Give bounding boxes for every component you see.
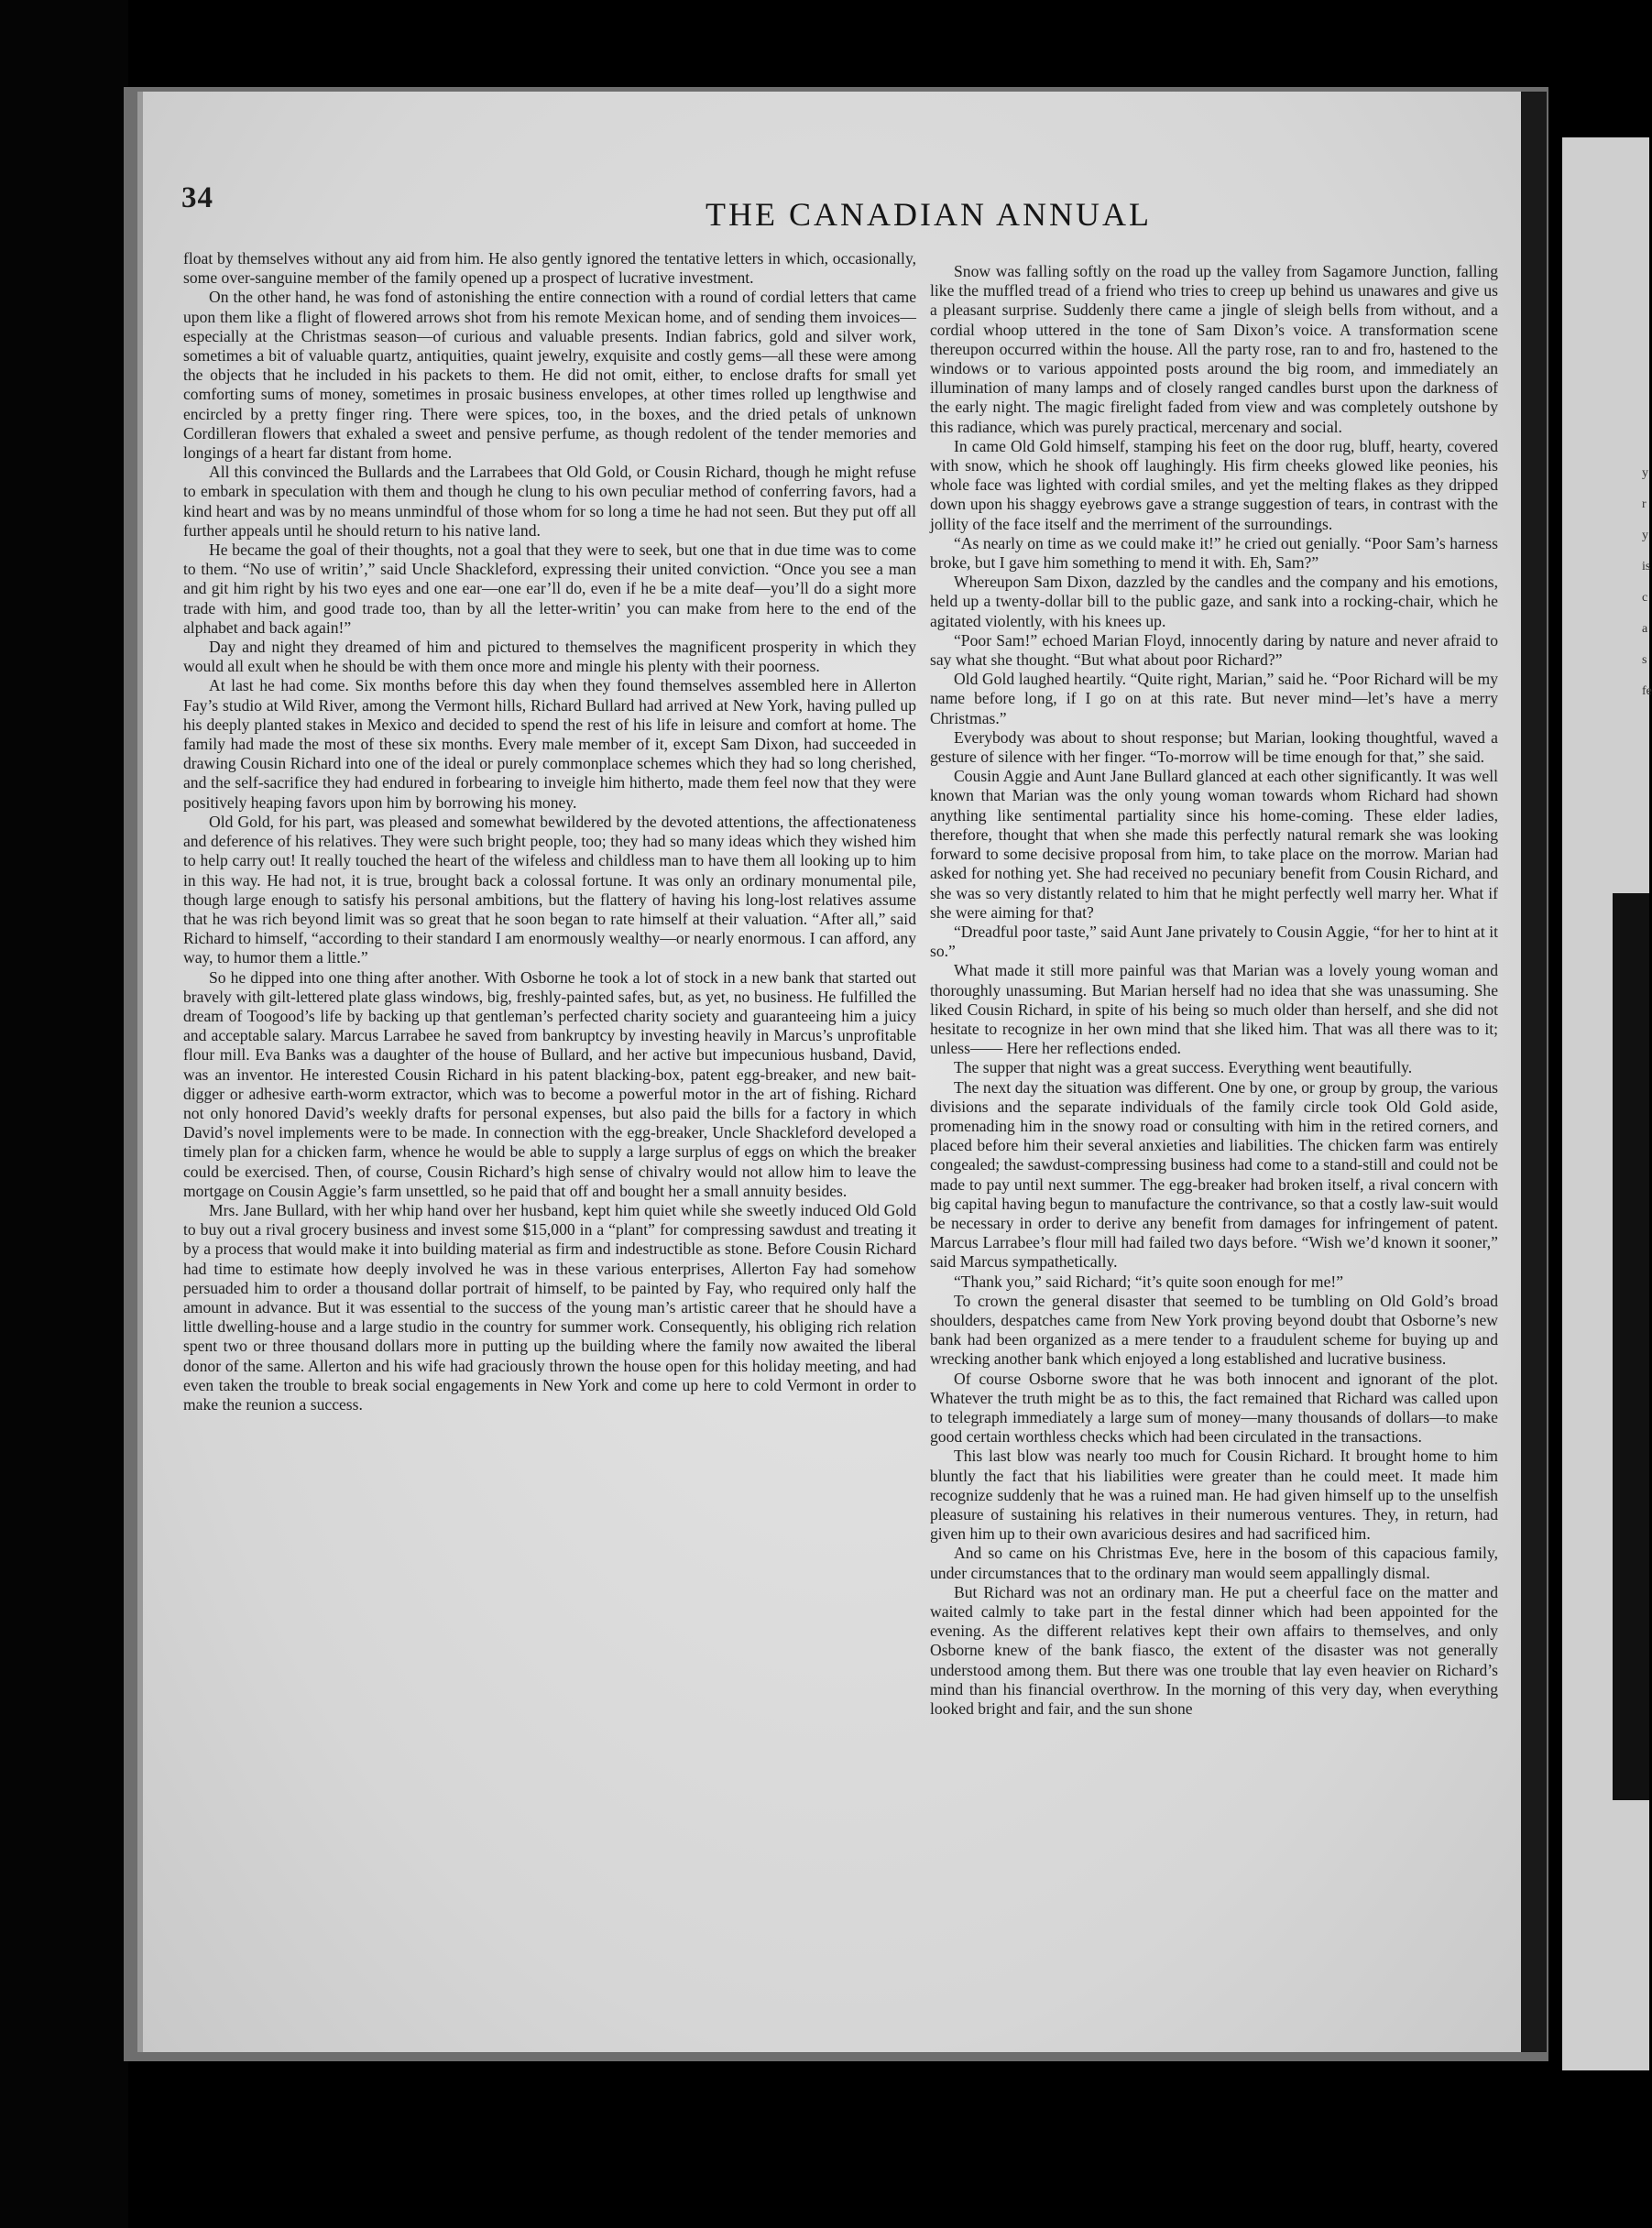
paragraph: This last blow was nearly too much for Cousin Richard. It brought home to him bluntly the fact that his liabilities were greater than he could meet. It made him recognize suddenly that he was a ruined man. He had given himself up to the unselfish pleasure of sustaining his relatives in their numerous ventures. They, in return, had given him up to their own avaricious desires and had sacrificed him. <box>930 1447 1498 1544</box>
paragraph: Old Gold, for his part, was pleased and somewhat bewildered by the devoted attentions, the affectionateness and deference of his relatives. They were such bright people, too; they had so many ideas which they wished him to help carry out! It really touched the heart of the wifeless and childless man to have them all looking up to him in this way. He had not, it is true, brought back a colossal fortune. It was only an ordinary monumental pile, though large enough to satisfy his personal ambitions, but the flattery of having his long-lost relatives assume that he was rich beyond limit was so great that he soon began to rate himself at their valuation. “After all,” said Richard to himself, “according to their standard I am enormously wealthy—or nearly enormous. I can afford, any way, to humor them a little.” <box>183 812 916 967</box>
paragraph: “Thank you,” said Richard; “it’s quite soon enough for me!” <box>954 1272 1344 1291</box>
adjacent-glyph: is <box>1642 560 1651 573</box>
paragraph: And so came on his Christmas Eve, here in the bosom of this capacious family, under circumstances that to the ordinary man would seem appallingly dismal. <box>930 1544 1498 1582</box>
adjacent-glyph: r <box>1642 497 1647 511</box>
adjacent-glyph: y <box>1642 529 1648 542</box>
paragraph: The next day the situation was different. One by one, or group by group, the various divisions and the separate individuals of the family circle took Old Gold aside, promenading him in the snowy road or consulting with him in the retired corners, and placed before him their several anxieties and liabilities. The chicken farm was entirely congealed; the sawdust-compressing business had come to a stand-still and could not be made to pay until next summer. The egg-breaker had broken itself, a rival concern with big capital having begun to manufacture the contrivance, so that a costly law-suit would be necessary in order to derive any benefit from damages for infringement of patent. Marcus Larrabee’s flour mill had failed two days before. “Wish we’d known it sooner,” said Marcus sympathetically. <box>930 1077 1498 1272</box>
paragraph: Whereupon Sam Dixon, dazzled by the candles and the company and his emotions, held up a twenty-dollar bill to the public gaze, and sank into a rocking-chair, which he agitated violently, with his knees up. <box>930 573 1498 630</box>
book-gutter <box>1521 92 1547 2052</box>
paragraph: Everybody was about to shout response; but Marian, looking thoughtful, waved a gesture of silence with her finger. “To-morrow will be time enough for that,” she said. <box>930 727 1498 767</box>
adjacent-page-text <box>1642 458 1652 707</box>
adjacent-glyph: s <box>1642 653 1647 667</box>
paragraph: Of course Osborne swore that he was both innocent and ignorant of the plot. Whatever the truth might be as to this, the fact remained that Richard was called upon to telegraph immediately a large sum of money—many thousands of dollars—to make good certain worthless checks which had been circulated in the transactions. <box>930 1369 1498 1447</box>
scan-background-left <box>0 0 128 2228</box>
paragraph: To crown the general disaster that seemed to be tumbling on Old Gold’s broad shoulders, despatches came from New York proving beyond doubt that Osborne’s new bank had been organized as a mere tender to a fraudulent scheme for buying up and wrecking another bank which enjoyed a long established and lucrative business. <box>930 1291 1498 1369</box>
left-column <box>183 249 916 1414</box>
paragraph: The supper that night was a great success. Everything went beautifully. <box>954 1058 1413 1077</box>
paragraph: He became the goal of their thoughts, not a goal that they were to seek, but one that in due time was to come to them. “No use of writin’,” said Uncle Shackleford, expressing their united conviction. “Once you see a man and git him right by his two eyes and one ear—one ear’ll do, even if he be a mite deaf—you’ll do a sight more trade with him, and good trade too, than by all the letter-writin’ you can make from here to the end of the alphabet and back again!” <box>183 541 916 637</box>
adjacent-page-shadow <box>1613 893 1649 1800</box>
page-binding-edge <box>137 92 143 2052</box>
paragraph: Day and night they dreamed of him and pictured to themselves the magnificent prosperity in which they would all exult when he should be with them once more and mingle his plenty with their poorness. <box>183 638 916 676</box>
adjacent-glyph: c <box>1642 591 1648 605</box>
paragraph: All this convinced the Bullards and the Larrabees that Old Gold, or Cousin Richard, though he might refuse to embark in speculation with them and though he clung to his own peculiar method of conferring favors, had a kind heart and was by no means unmindful of those whom for so long a time he had not seen. But they put off all further appeals until he should return to his native land. <box>183 463 916 540</box>
adjacent-glyph: a <box>1642 622 1648 636</box>
paragraph: float by themselves without any aid from him. He also gently ignored the tentative letters in which, occasionally, some over-sanguine member of the family opened up a prospect of lucrative investment. <box>183 249 916 288</box>
paragraph: In came Old Gold himself, stamping his feet on the door rug, bluff, hearty, covered with snow, which he shook off laughingly. His firm cheeks glowed like peonies, his whole face was lighted with cordial smiles, and yet the melting flakes as they dripped down upon his shaggy eyebrows gave a strange suggestion of tears, in contrast with the jollity of the face itself and the merriment of the surroundings. <box>930 436 1498 533</box>
paragraph: On the other hand, he was fond of astonishing the entire connection with a round of cordial letters that came upon them like a flight of flowered arrows shot from his remote Mexican home, and of sending them invoices—especially at the Christmas season—of curious and valuable presents. Indian fabrics, gold and silver work, sometimes a bit of valuable quartz, antiquities, quaint jewelry, exquisite and costly gems—all these were among the objects that he included in his packets to them. He did not omit, either, to enclose drafts for small yet comforting sums of money, sometimes in prosaic business envelopes, at other times rolled up lengthwise and encircled by a pretty finger ring. There were spices, too, in the boxes, and the dried petals of unknown Cordilleran flowers that exhaled a sweet and pensive perfume, as though redolent of the tender memories and longings of a heart far distant from home. <box>183 288 916 463</box>
paragraph: At last he had come. Six months before this day when they found themselves assembled here in Allerton Fay’s studio at Wild River, among the Vermont hills, Richard Bullard had arrived at New York, having pulled up his deeply planted stakes in Mexico and decided to spend the rest of his life in leisure and comfort at home. The family had made the most of these six months. Every male member of it, except Sam Dixon, had succeeded in drawing Cousin Richard into one of the ideal or purely commonplace schemes which they had so long cherished, and the self-sacrifice they had endured in forbearing to inveigle him hitherto, made them feel now that they were positively heaping favors upon him by borrowing his money. <box>183 676 916 812</box>
paragraph: Cousin Aggie and Aunt Jane Bullard glanced at each other significantly. It was well known that Marian was the only young woman towards whom Richard had shown anything like sentimental partiality since his home-coming. These elder ladies, therefore, thought that when she made this perfectly natural remark she was looking forward to some decisive proposal from him, to take place on the morrow. Marian had asked for nothing yet. She had received no pecuniary benefit from Cousin Richard, and she was so very distantly related to him that he might perfectly well marry her. What if she were aiming for that? <box>930 767 1498 922</box>
paragraph: Snow was falling softly on the road up the valley from Sagamore Junction, falling like the muffled tread of a friend who tries to creep up behind us unawares and give us a pleasant surprise. Suddenly there came a jingle of sleigh bells from without, and a cordial whoop uttered in the tone of Sam Dixon’s voice. A transformation scene thereupon occurred within the house. All the party rose, ran to and fro, hastened to the windows or to various appointed posts around the big room, and immediately an illumination of many lamps and of closely ranged candles burst upon the darkness of the early night. The magic firelight faded from view and was completely outshone by this radiance, which was purely practical, mercenary and social. <box>930 262 1498 436</box>
paragraph: Old Gold laughed heartily. “Quite right, Marian,” said he. “Poor Richard will be my name before long, if I go on at this rate. But never mind—let’s have a merry Christmas.” <box>930 670 1498 727</box>
paragraph: But Richard was not an ordinary man. He put a cheerful face on the matter and waited calmly to take part in the festal dinner which had been appointed for the evening. As the different relatives kept their own affairs to themselves, and only Osborne knew of the bank fiasco, the extent of the disaster was not generally understood among them. But there was one trouble that lay even heavier on Richard’s mind than his financial overthrow. In the morning of this very day, when everything looked bright and fair, and the sun shone <box>930 1582 1498 1719</box>
adjacent-glyph: y <box>1642 466 1648 480</box>
page-number: 34 <box>181 181 213 214</box>
paragraph: Mrs. Jane Bullard, with her whip hand over her husband, kept him quiet while she sweetly induced Old Gold to buy out a rival grocery business and invest some $15,000 in a “plant” for compressing sawdust and treating it by a process that would make it into building material as firm and indestructible as stone. Before Cousin Richard had time to estimate how deeply involved he was in these various enterprises, Allerton Fay had somehow persuaded him to order a thousand dollar portrait of himself, to be painted by Fay, who required only half the amount in advance. But it was essential to the success of the young man’s artistic career that he should have a little dwelling-house and a large studio in the country for summer work. Consequently, his obliging rich relation spent two or three thousand dollars more in putting up the building where the family now awaited the liberal donor of the same. Allerton and his wife had graciously thrown the house open for this holiday meeting, and had even taken the trouble to break social engagements in New York and come up here to cold Vermont in order to make the reunion a success. <box>183 1200 916 1414</box>
paragraph: “Poor Sam!” echoed Marian Floyd, innocently daring by nature and never afraid to say what she thought. “But what about poor Richard?” <box>930 630 1498 670</box>
adjacent-glyph: fe <box>1642 684 1652 698</box>
running-title: THE CANADIAN ANNUAL <box>706 196 1152 233</box>
paragraph: What made it still more painful was that Marian was a lovely young woman and thoroughly unassuming. But Marian herself had no idea that she was unassuming. She liked Cousin Richard, in spite of his being so much older than herself, and she did not hesitate to recognize in her own mind that she liked him. That was all there was to it; unless—— Here her reflections ended. <box>930 961 1498 1058</box>
paragraph: “Dreadful poor taste,” said Aunt Jane privately to Cousin Aggie, “for her to hint at it so.” <box>930 922 1498 961</box>
paragraph: So he dipped into one thing after another. With Osborne he took a lot of stock in a new bank that started out bravely with gilt-lettered plate glass windows, big, freshly-painted safes, but, as yet, no business. He fulfilled the dream of Toogood’s life by backing up that gentleman’s perfected charity society and guaranteeing him a juicy and acceptable salary. Marcus Larrabee he saved from bankruptcy by investing heavily in Marcus’s unprofitable flour mill. Eva Banks was a daughter of the house of Bullard, and her active but impecunious husband, David, was an inventor. He interested Cousin Richard in his patent blacking-box, patent egg-breaker, and new bait-digger or adhesive earth-worm extractor, which was to become a powerful motor in the art of fishing. Richard not only honored David’s weekly drafts for personal expenses, but also paid the bills for a factory in which David’s novel implements were to be made. In connection with the egg-breaker, Uncle Shackleford developed a timely plan for a chicken farm, whence he would be able to supply a large surplus of eggs on which the breaker could be exercised. Then, of course, Cousin Richard’s high sense of chivalry would not allow him to leave the mortgage on Cousin Aggie’s farm unsettled, so he paid that off and bought her a small annuity besides. <box>183 967 916 1200</box>
paragraph: “As nearly on time as we could make it!” he cried out genially. “Poor Sam’s harness broke, but I gave him something to mend it with. Eh, Sam?” <box>930 533 1498 573</box>
right-column <box>930 262 1498 1719</box>
